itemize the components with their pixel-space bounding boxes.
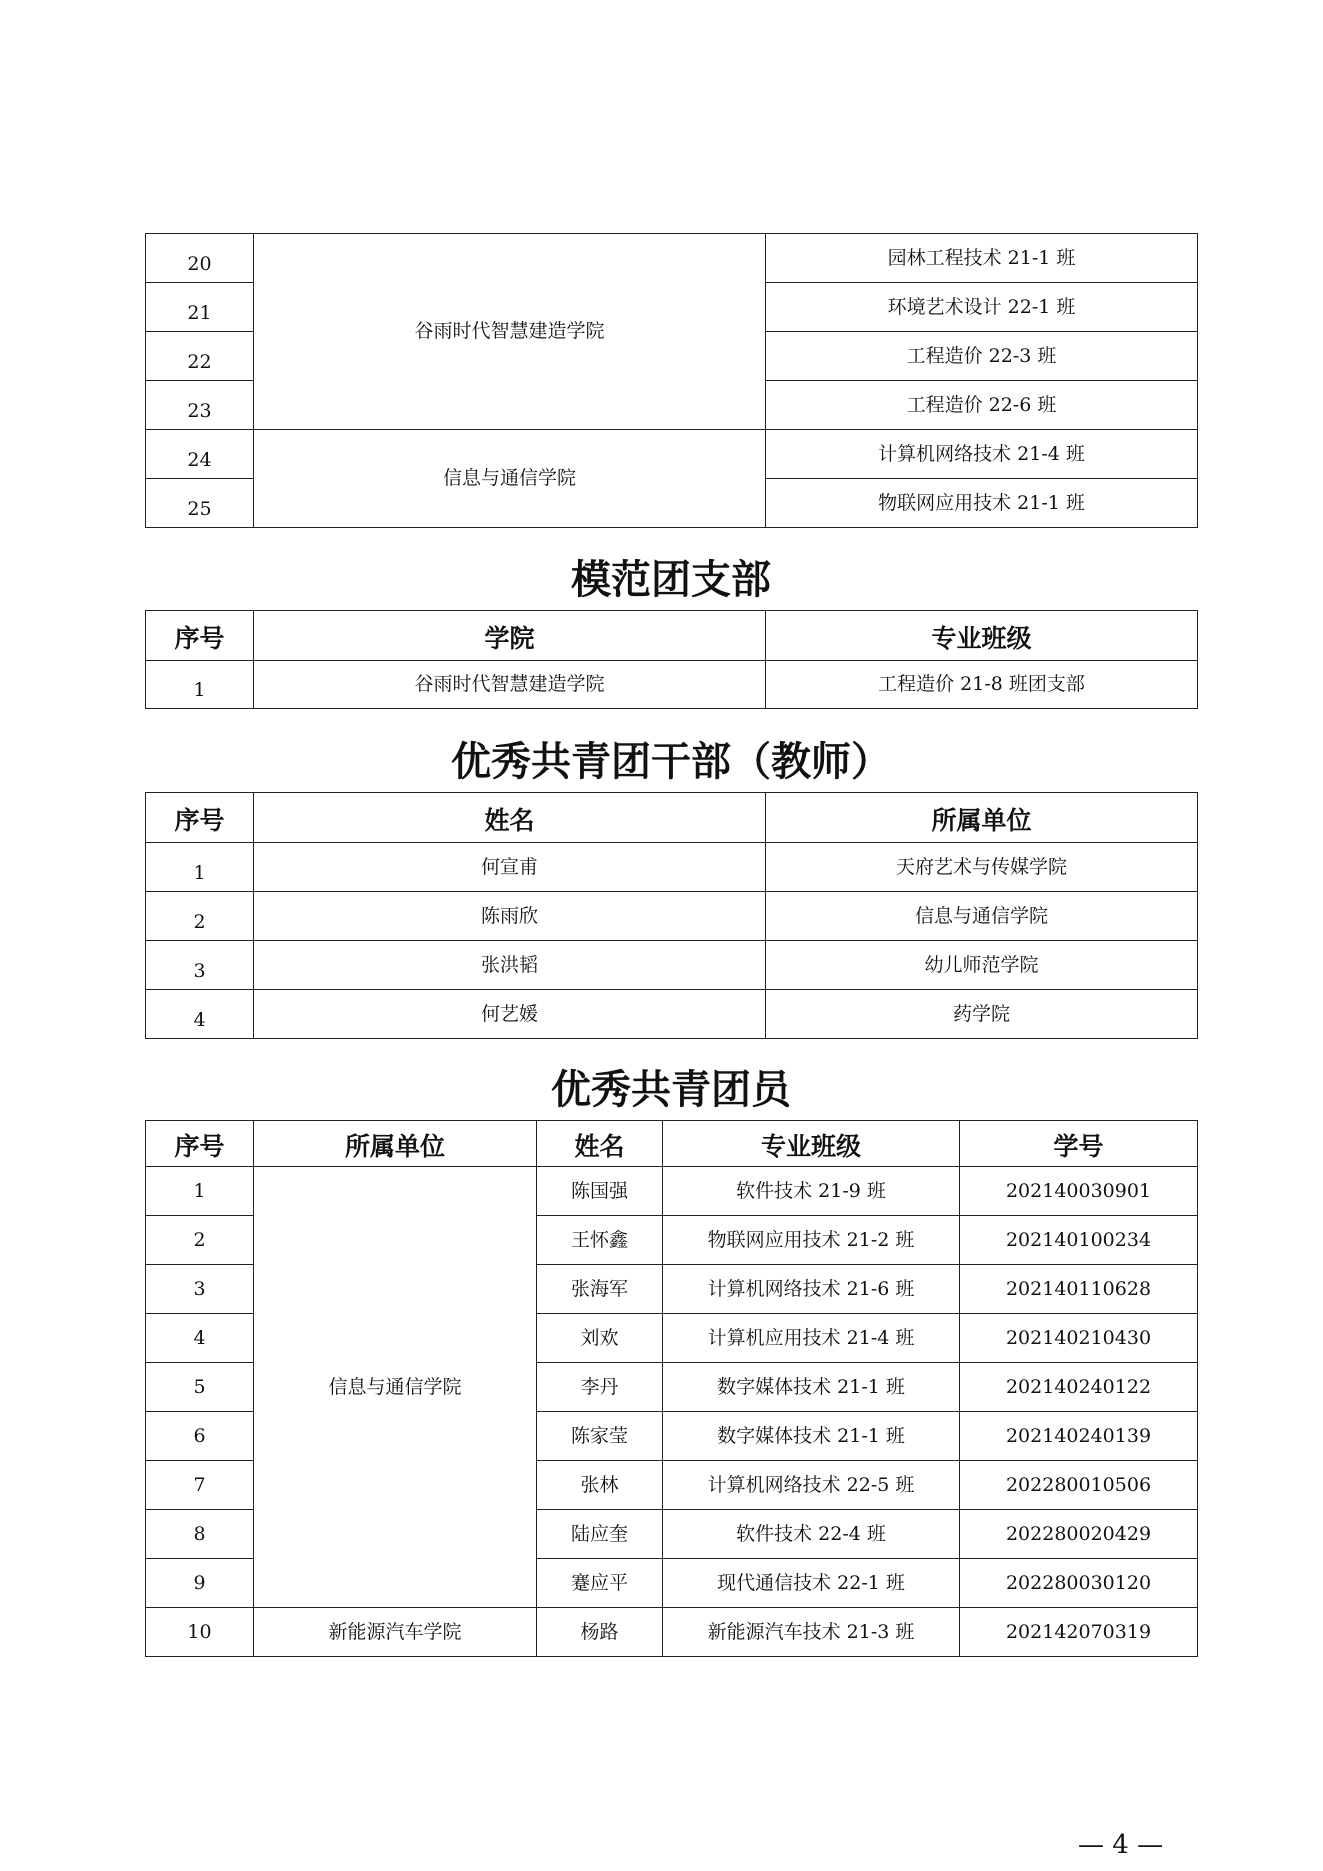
student-id-cell: 202142070319 bbox=[960, 1608, 1198, 1657]
name-cell: 杨路 bbox=[537, 1608, 663, 1657]
class-cell: 数字媒体技术 21-1 班 bbox=[663, 1412, 960, 1461]
row-number: 1 bbox=[146, 661, 254, 709]
class-cell: 计算机网络技术 21-4 班 bbox=[766, 430, 1198, 479]
student-id-cell: 202140030901 bbox=[960, 1167, 1198, 1216]
column-header: 姓名 bbox=[537, 1121, 663, 1167]
class-cell: 新能源汽车技术 21-3 班 bbox=[663, 1608, 960, 1657]
class-cell: 现代通信技术 22-1 班 bbox=[663, 1559, 960, 1608]
name-cell: 陆应奎 bbox=[537, 1510, 663, 1559]
class-cell: 工程造价 22-6 班 bbox=[766, 381, 1198, 430]
table-cell: 信息与通信学院 bbox=[766, 892, 1198, 941]
row-number: 1 bbox=[146, 843, 254, 892]
student-id-cell: 202280020429 bbox=[960, 1510, 1198, 1559]
column-header: 序号 bbox=[146, 793, 254, 843]
excellent-member-table bbox=[145, 1120, 1198, 1657]
row-number: 2 bbox=[146, 1216, 254, 1265]
name-cell: 陈国强 bbox=[537, 1167, 663, 1216]
model-branch-title: 模范团支部 bbox=[571, 557, 771, 603]
table-row bbox=[146, 990, 1198, 1039]
table-row bbox=[146, 1167, 1198, 1216]
class-cell: 计算机应用技术 21-4 班 bbox=[663, 1314, 960, 1363]
row-number: 9 bbox=[146, 1559, 254, 1608]
name-cell: 张林 bbox=[537, 1461, 663, 1510]
class-cell: 工程造价 22-3 班 bbox=[766, 332, 1198, 381]
row-number: 1 bbox=[146, 1167, 254, 1216]
row-number: 25 bbox=[146, 479, 254, 528]
college-cell: 谷雨时代智慧建造学院 bbox=[254, 234, 766, 430]
excellent-member-title: 优秀共青团员 bbox=[551, 1067, 791, 1113]
name-cell: 张海军 bbox=[537, 1265, 663, 1314]
name-cell: 李丹 bbox=[537, 1363, 663, 1412]
unit-cell: 信息与通信学院 bbox=[254, 1167, 537, 1608]
name-cell: 蹇应平 bbox=[537, 1559, 663, 1608]
column-header: 所属单位 bbox=[254, 1121, 537, 1167]
student-id-cell: 202280030120 bbox=[960, 1559, 1198, 1608]
table-row bbox=[146, 941, 1198, 990]
table-cell: 张洪韬 bbox=[254, 941, 766, 990]
table-row bbox=[146, 661, 1198, 709]
row-number: 3 bbox=[146, 1265, 254, 1314]
student-id-cell: 202140240139 bbox=[960, 1412, 1198, 1461]
row-number: 3 bbox=[146, 941, 254, 990]
table-cell: 何宣甫 bbox=[254, 843, 766, 892]
class-cell: 计算机网络技术 22-5 班 bbox=[663, 1461, 960, 1510]
row-number: 2 bbox=[146, 892, 254, 941]
name-cell: 刘欢 bbox=[537, 1314, 663, 1363]
continuation-table bbox=[145, 233, 1198, 528]
college-cell: 信息与通信学院 bbox=[254, 430, 766, 528]
table-row bbox=[146, 843, 1198, 892]
column-header: 序号 bbox=[146, 611, 254, 661]
class-cell: 园林工程技术 21-1 班 bbox=[766, 234, 1198, 283]
table-cell: 天府艺术与传媒学院 bbox=[766, 843, 1198, 892]
excellent-cadre-title: 优秀共青团干部（教师） bbox=[451, 739, 891, 785]
row-number: 8 bbox=[146, 1510, 254, 1559]
class-cell: 数字媒体技术 21-1 班 bbox=[663, 1363, 960, 1412]
row-number: 6 bbox=[146, 1412, 254, 1461]
student-id-cell: 202280010506 bbox=[960, 1461, 1198, 1510]
class-cell: 环境艺术设计 22-1 班 bbox=[766, 283, 1198, 332]
model-branch-table bbox=[145, 610, 1198, 709]
unit-cell: 新能源汽车学院 bbox=[254, 1608, 537, 1657]
student-id-cell: 202140110628 bbox=[960, 1265, 1198, 1314]
class-cell: 软件技术 21-9 班 bbox=[663, 1167, 960, 1216]
table-cell: 谷雨时代智慧建造学院 bbox=[254, 661, 766, 709]
row-number: 22 bbox=[146, 332, 254, 381]
table-row bbox=[146, 430, 1198, 479]
row-number: 5 bbox=[146, 1363, 254, 1412]
class-cell: 软件技术 22-4 班 bbox=[663, 1510, 960, 1559]
class-cell: 计算机网络技术 21-6 班 bbox=[663, 1265, 960, 1314]
excellent-cadre-table bbox=[145, 792, 1198, 1039]
page-number: — 4 — bbox=[1078, 1830, 1164, 1860]
column-header: 学号 bbox=[960, 1121, 1198, 1167]
table-row bbox=[146, 1608, 1198, 1657]
row-number: 21 bbox=[146, 283, 254, 332]
row-number: 24 bbox=[146, 430, 254, 479]
student-id-cell: 202140240122 bbox=[960, 1363, 1198, 1412]
student-id-cell: 202140100234 bbox=[960, 1216, 1198, 1265]
column-header: 学院 bbox=[254, 611, 766, 661]
column-header: 专业班级 bbox=[663, 1121, 960, 1167]
row-number: 10 bbox=[146, 1608, 254, 1657]
row-number: 20 bbox=[146, 234, 254, 283]
column-header: 姓名 bbox=[254, 793, 766, 843]
column-header: 专业班级 bbox=[766, 611, 1198, 661]
table-row bbox=[146, 234, 1198, 283]
table-cell: 药学院 bbox=[766, 990, 1198, 1039]
column-header: 所属单位 bbox=[766, 793, 1198, 843]
row-number: 4 bbox=[146, 990, 254, 1039]
row-number: 7 bbox=[146, 1461, 254, 1510]
class-cell: 物联网应用技术 21-2 班 bbox=[663, 1216, 960, 1265]
table-cell: 何艺媛 bbox=[254, 990, 766, 1039]
table-row bbox=[146, 892, 1198, 941]
table-cell: 陈雨欣 bbox=[254, 892, 766, 941]
name-cell: 陈家莹 bbox=[537, 1412, 663, 1461]
column-header: 序号 bbox=[146, 1121, 254, 1167]
row-number: 23 bbox=[146, 381, 254, 430]
class-cell: 物联网应用技术 21-1 班 bbox=[766, 479, 1198, 528]
student-id-cell: 202140210430 bbox=[960, 1314, 1198, 1363]
name-cell: 王怀鑫 bbox=[537, 1216, 663, 1265]
table-cell: 幼儿师范学院 bbox=[766, 941, 1198, 990]
table-cell: 工程造价 21-8 班团支部 bbox=[766, 661, 1198, 709]
row-number: 4 bbox=[146, 1314, 254, 1363]
